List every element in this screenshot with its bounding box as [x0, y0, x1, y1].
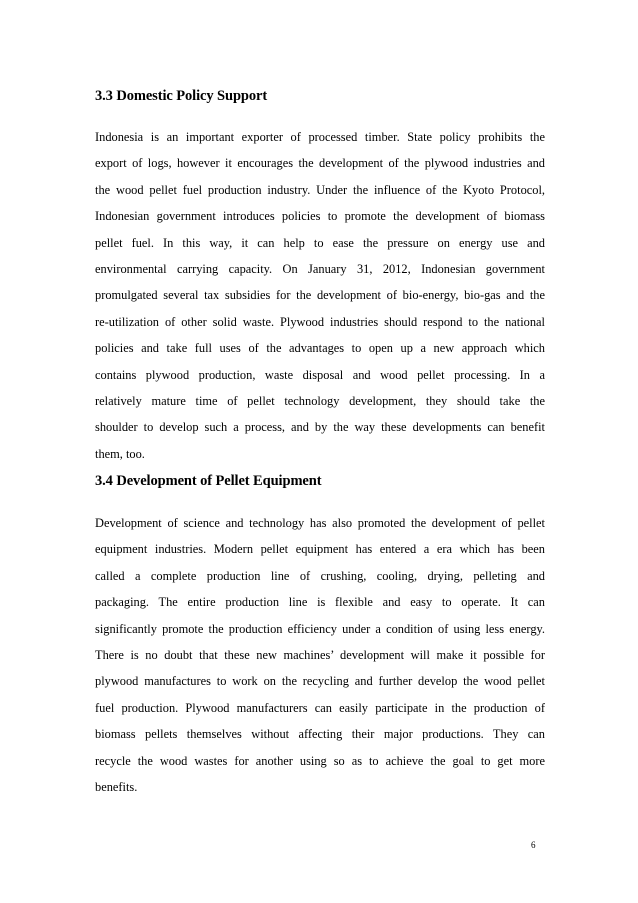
- paragraph-line: export of logs, however it encourages the development of the plywood industries and: [95, 156, 545, 171]
- paragraph-line: significantly promote the production efficiency under a condition of using less energy.: [95, 621, 545, 636]
- paragraph-line: equipment industries. Modern pellet equipment has entered a era which has been: [95, 542, 545, 557]
- paragraph-domestic-policy-support: [95, 127, 545, 470]
- paragraph-line: Development of science and technology has also promoted the development of pellet: [95, 516, 545, 530]
- paragraph-line: fuel production. Plywood manufacturers can easily participate in the production of: [95, 700, 545, 715]
- paragraph-line: There is no doubt that these new machines’ development will make it possible for: [95, 647, 545, 662]
- paragraph-line: environmental carrying capacity. On January 31, 2012, Indonesian government: [95, 261, 545, 276]
- paragraph-line: policies and take full uses of the advantages to open up a new approach which: [95, 341, 545, 356]
- paragraph-line: biomass pellets themselves without affecting their major productions. They can: [95, 727, 545, 742]
- paragraph-line: the wood pellet fuel production industry. Under the influence of the Kyoto Protocol,: [95, 182, 545, 197]
- paragraph-line: contains plywood production, waste disposal and wood pellet processing. In a: [95, 367, 545, 382]
- paragraph-line: them, too.: [95, 446, 145, 461]
- paragraph-line: relatively mature time of pellet technology development, they should take the: [95, 393, 545, 408]
- paragraph-line: re-utilization of other solid waste. Plywood industries should respond to the national: [95, 314, 545, 329]
- section-heading-pellet-equipment: 3.4 Development of Pellet Equipment: [95, 473, 322, 489]
- paragraph-line: shoulder to develop such a process, and by the way these developments can benefit: [95, 420, 545, 435]
- paragraph-line: promulgated several tax subsidies for the development of bio-energy, bio-gas and the: [95, 288, 545, 303]
- paragraph-pellet-equipment: [95, 513, 545, 803]
- paragraph-line: recycle the wood wastes for another using so as to achieve the goal to get more: [95, 753, 545, 768]
- section-heading-domestic-policy-support: 3.3 Domestic Policy Support: [95, 88, 268, 104]
- paragraph-line: benefits.: [95, 779, 138, 794]
- paragraph-line: Indonesia is an important exporter of processed timber. State policy prohibits the: [95, 130, 545, 144]
- paragraph-line: Indonesian government introduces policies to promote the development of biomass: [95, 209, 545, 224]
- paragraph-line: called a complete production line of crushing, cooling, drying, pelleting and: [95, 568, 545, 583]
- paragraph-line: pellet fuel. In this way, it can help to ease the pressure on energy use and: [95, 235, 545, 250]
- paragraph-line: packaging. The entire production line is flexible and easy to operate. It can: [95, 595, 545, 610]
- paragraph-line: plywood manufactures to work on the recycling and further develop the wood pellet: [95, 674, 545, 689]
- page-number: 6: [531, 840, 536, 850]
